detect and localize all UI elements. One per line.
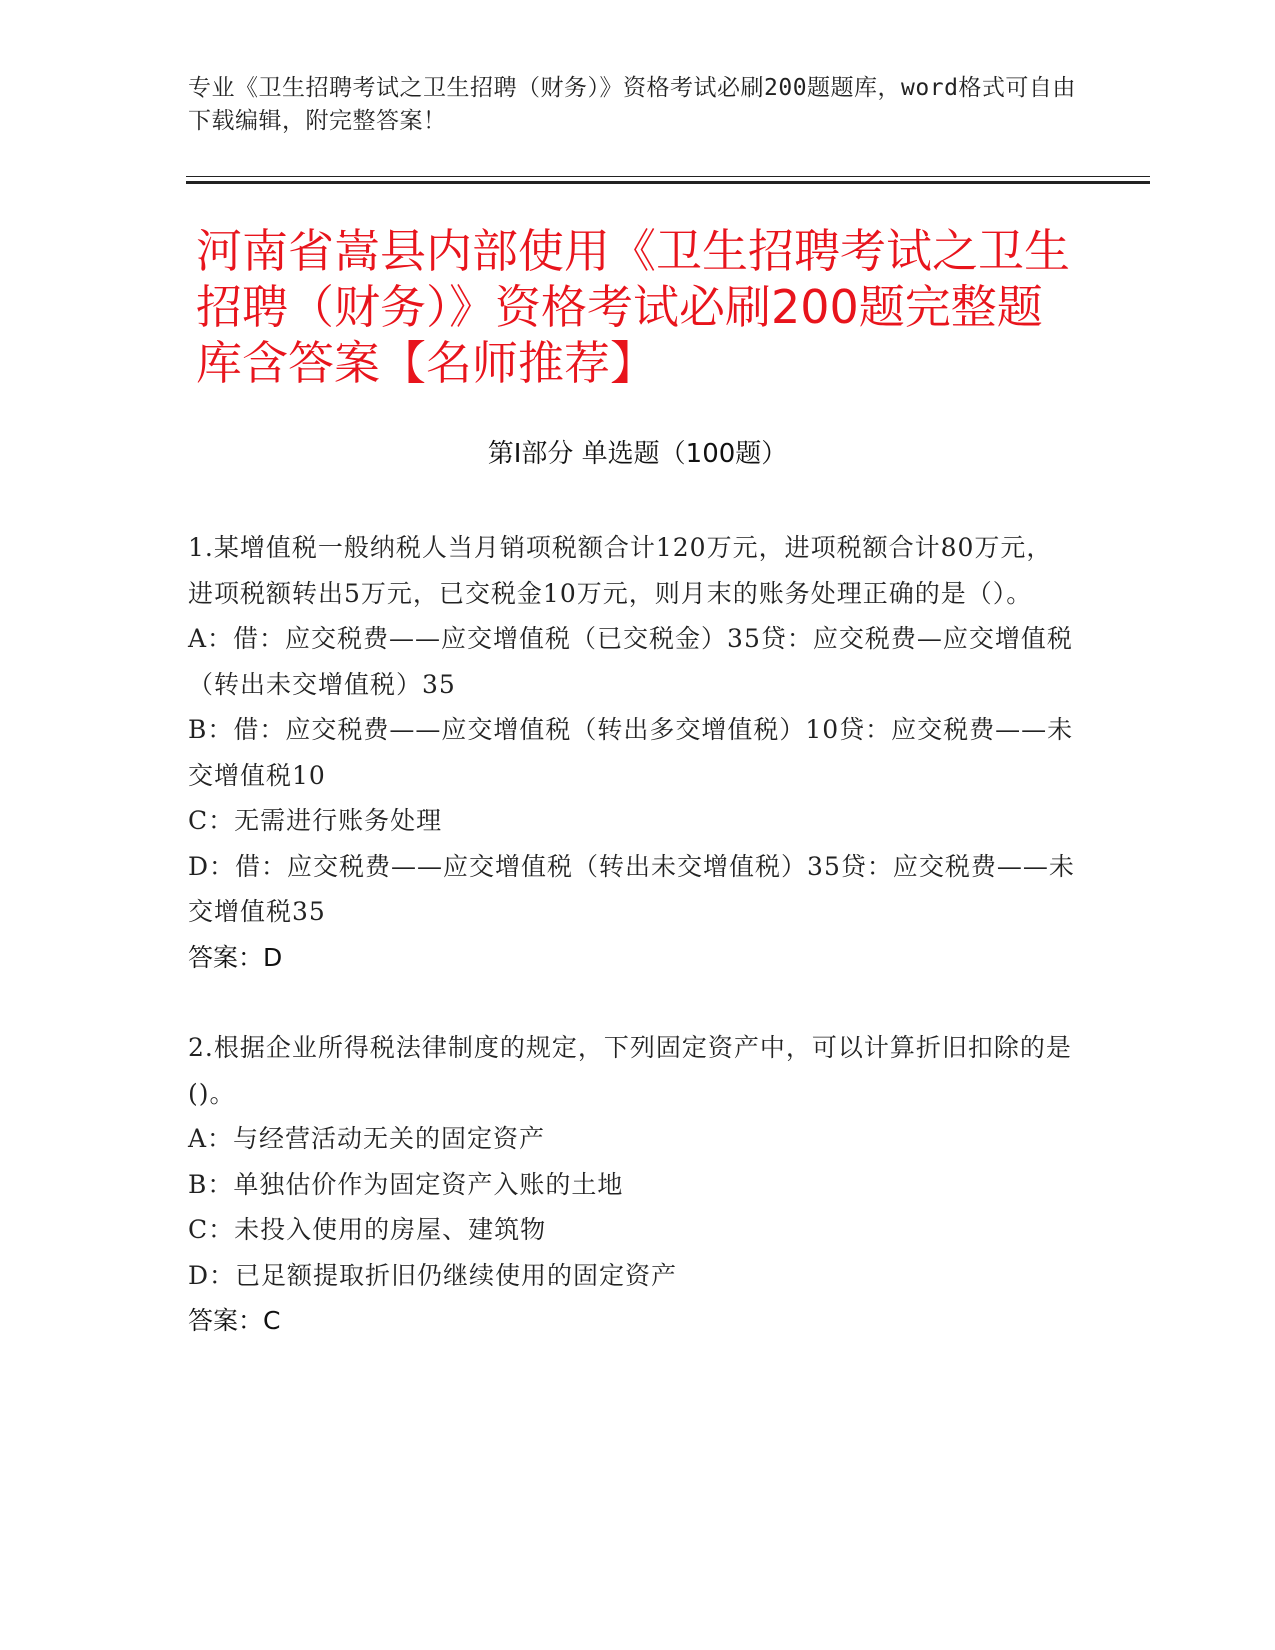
header-divider-thick [186, 181, 1150, 184]
header-divider-thin [186, 176, 1150, 177]
question-stem: 2.根据企业所得税法律制度的规定，下列固定资产中，可以计算折旧扣除的是()。 [188, 1033, 1072, 1108]
option-a: A：与经营活动无关的固定资产 [188, 1124, 546, 1153]
section-title: 第Ⅰ部分 单选题（100题） [487, 439, 788, 469]
question-stem: 1.某增值税一般纳税人当月销项税额合计120万元，进项税额合计80万元，进项税额转出5万元，已交税金10万元，则月末的账务处理正确的是（）。 [188, 533, 1053, 608]
option-a: A：借：应交税费——应交增值税（已交税金）35贷：应交税费—应交增值税（转出未交增值税）35 [188, 624, 1073, 699]
option-d: D：已足额提取折旧仍继续使用的固定资产 [188, 1260, 678, 1290]
question-1 [188, 525, 1078, 980]
question-2 [188, 1025, 1078, 1344]
option-b: B：借：应交税费——应交增值税（转出多交增值税）10贷：应交税费——未交增值税10 [188, 715, 1074, 790]
question-list [188, 525, 1078, 1344]
document-title: 河南省嵩县内部使用《卫生招聘考试之卫生招聘（财务）》资格考试必刷200题完整题库含答案【名师推荐】 [196, 224, 1070, 390]
answer: 答案：C [188, 1306, 281, 1335]
header-note: 专业《卫生招聘考试之卫生招聘（财务）》资格考试必刷200题题库，word格式可自由下载编辑，附完整答案！ [188, 75, 1076, 134]
option-b: B：单独估价作为固定资产入账的土地 [188, 1169, 624, 1199]
option-d: D：借：应交税费——应交增值税（转出未交增值税）35贷：应交税费——未交增值税35 [188, 851, 1075, 926]
answer: 答案：D [188, 942, 283, 972]
option-c: C：无需进行账务处理 [188, 806, 443, 835]
option-c: C：未投入使用的房屋、建筑物 [188, 1215, 547, 1244]
